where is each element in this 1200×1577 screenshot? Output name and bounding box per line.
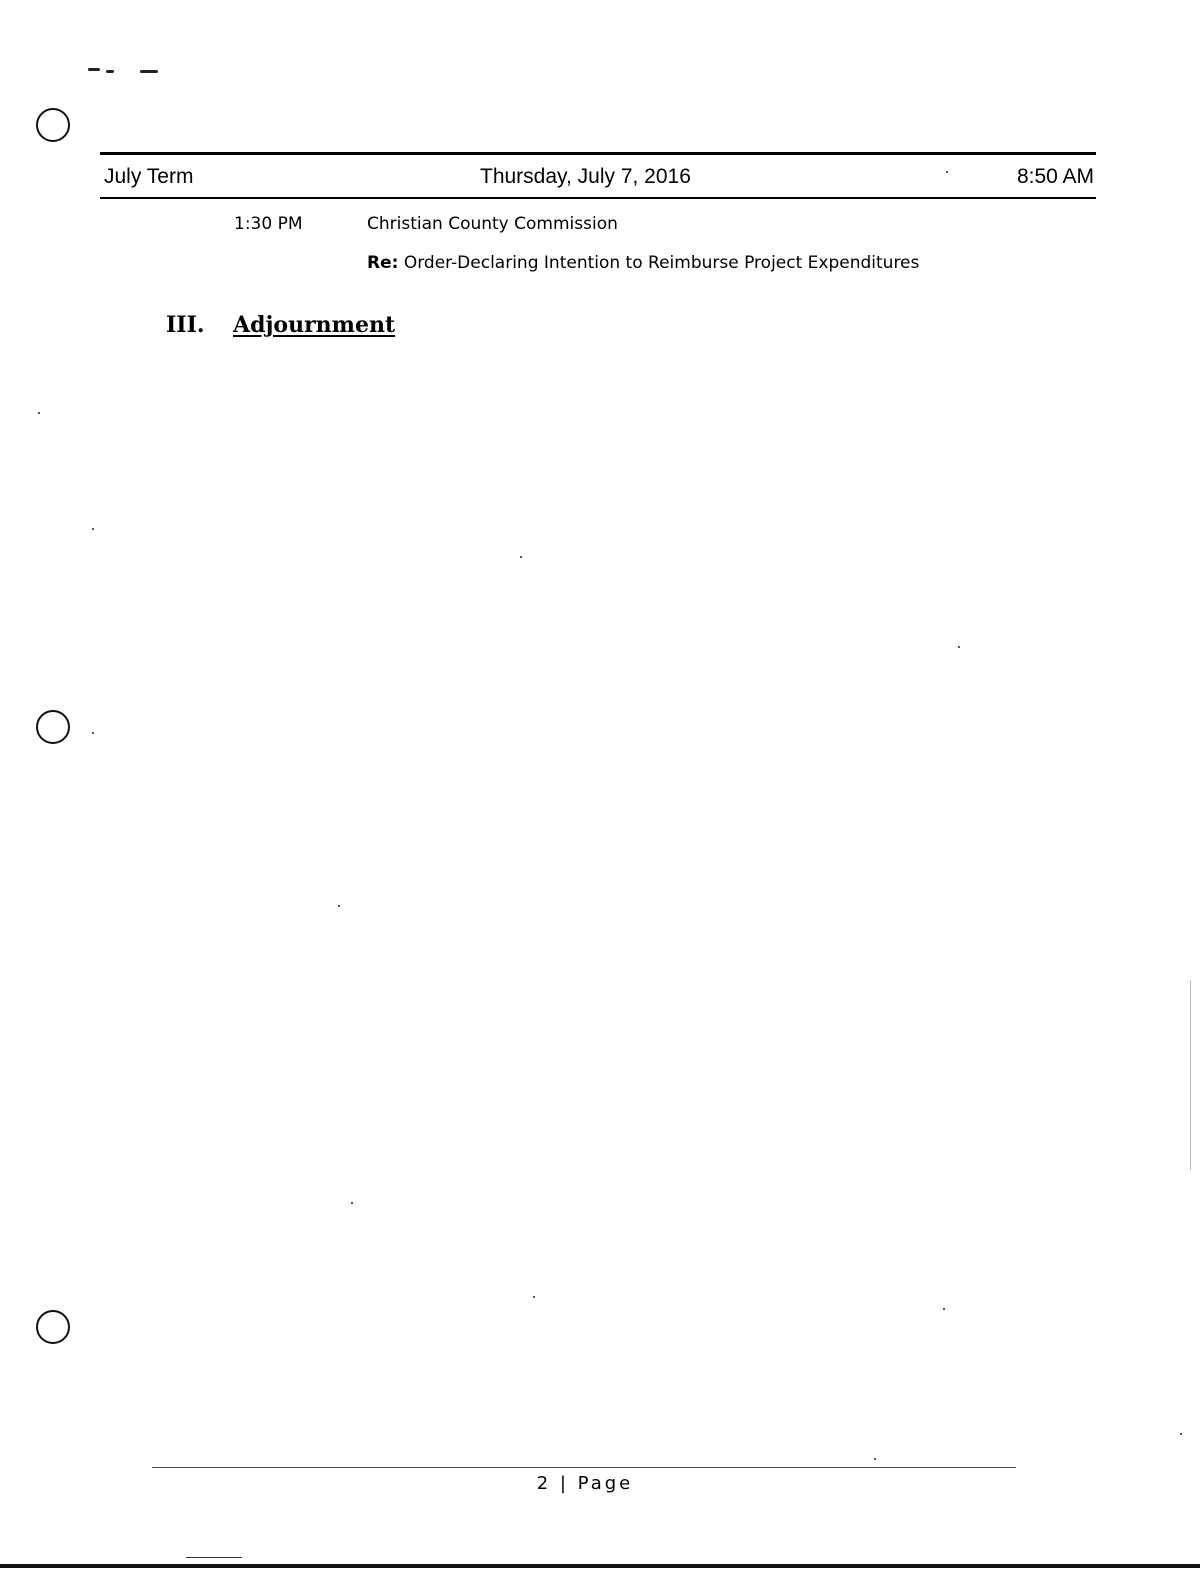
- header-date: Thursday, July 7, 2016: [480, 165, 691, 188]
- scan-mark: [88, 68, 100, 71]
- scan-mark: [106, 70, 114, 73]
- scan-speck: [520, 556, 522, 558]
- scan-mark: [186, 1557, 242, 1558]
- section-number: III.: [166, 312, 205, 338]
- agenda-item-title: Christian County Commission: [367, 214, 618, 234]
- header-top-rule: [100, 152, 1096, 155]
- section-title: Adjournment: [233, 312, 396, 338]
- binder-hole-bottom: [36, 1310, 70, 1344]
- scan-mark: [140, 70, 158, 73]
- regarding-label: Re:: [367, 253, 399, 273]
- agenda-item-regarding: [367, 251, 919, 275]
- scan-edge: [1190, 980, 1191, 1170]
- page-number: 2 | Page: [536, 1473, 634, 1494]
- scan-speck: [92, 732, 94, 734]
- page-bottom-edge: [0, 1564, 1200, 1568]
- scan-speck: [38, 412, 40, 414]
- scan-speck: [946, 171, 948, 173]
- header-term: July Term: [104, 165, 194, 188]
- binder-hole-middle: [36, 710, 70, 744]
- header-bottom-rule: [100, 197, 1096, 199]
- scan-speck: [533, 1296, 535, 1298]
- scan-speck: [874, 1458, 876, 1460]
- scan-speck: [1180, 1433, 1182, 1435]
- scan-speck: [351, 1202, 353, 1204]
- agenda-item-time: 1:30 PM: [234, 214, 303, 234]
- regarding-text: Order-Declaring Intention to Reimburse Project Expenditures: [403, 253, 920, 273]
- scan-speck: [338, 905, 340, 907]
- scan-speck: [92, 528, 94, 530]
- footer-rule: [152, 1467, 1016, 1468]
- header-time: 8:50 AM: [1016, 165, 1094, 188]
- binder-hole-top: [36, 108, 70, 142]
- scan-speck: [943, 1308, 945, 1310]
- scan-speck: [958, 646, 960, 648]
